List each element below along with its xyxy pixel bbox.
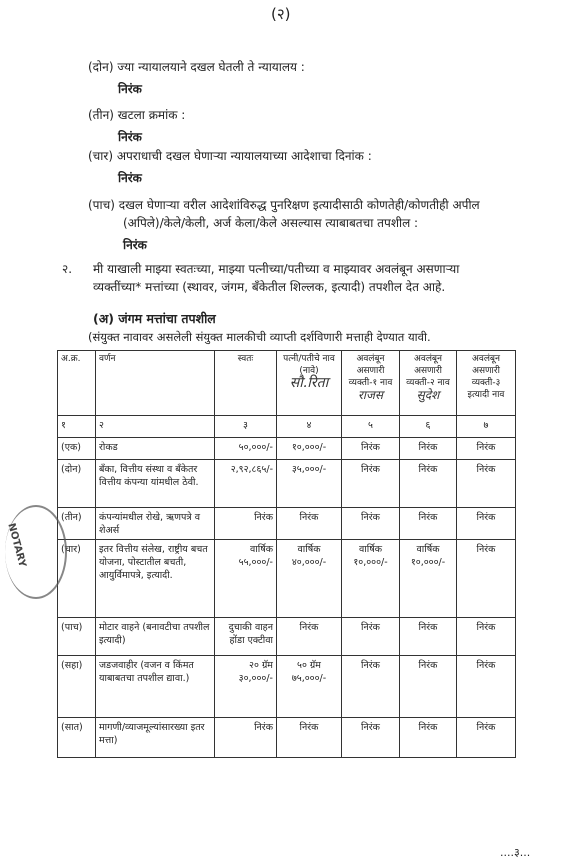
section-note: (संयुक्त नावावर असलेली संयुक्त मालकीची व्याप्ती दर्शविणारी मत्ताही देण्यात यावी.	[88, 330, 431, 344]
row-self: निरंक	[215, 718, 277, 758]
row-self: २० ग्रॅम ३०,०००/-	[215, 656, 277, 718]
row-self: २,९२,८६५/-	[215, 460, 277, 508]
header-dependent-1-label: अवलंबून असणारी व्यक्ती-१ नाव	[348, 354, 393, 388]
row-description: बँका, वित्तीय संस्था व बँकेतर वित्तीय कंपन्या यांमधील ठेवी.	[96, 460, 215, 508]
header-description: वर्णन	[96, 351, 215, 416]
page-number: (२)	[271, 5, 291, 23]
header-self: स्वतः	[215, 351, 277, 416]
row-dependent-3: निरंक	[457, 718, 516, 758]
row-dependent-2: निरंक	[400, 656, 457, 718]
header-spouse	[277, 351, 342, 416]
row-dependent-3: निरंक	[457, 438, 516, 460]
row-dependent-2: निरंक	[400, 460, 457, 508]
row-sr: (पाच)	[58, 618, 96, 656]
table-index-row	[58, 416, 516, 438]
row-self: ५०,०००/-	[215, 438, 277, 460]
row-description: इतर वित्तीय संलेख, राष्ट्रीय बचत योजना, पोस्टातील बचती, आयुर्विमापत्रे, इत्यादी.	[96, 540, 215, 618]
row-dependent-1: निरंक	[342, 460, 400, 508]
row-dependent-2: वार्षिक १०,०००/-	[400, 540, 457, 618]
row-dependent-3: निरंक	[457, 618, 516, 656]
row-description: जडजवाहीर (वजन व किंमत याबाबतचा तपशील द्यावा.)	[96, 656, 215, 718]
item-five-question-line1: (पाच) दखल घेणाऱ्या वरील आदेशांविरुद्ध पुनरिक्षण इत्यादीसाठी कोणतेही/कोणतीही अपील	[88, 198, 480, 212]
header-spouse-label: पत्नी/पतीचे नाव (नावे)	[283, 354, 335, 376]
para-line1: मी याखाली माझ्या स्वतःच्या, माझ्या पत्नीच्या/पतीच्या व माझ्यावर अवलंबून असणाऱ्या	[93, 262, 460, 276]
table-body	[58, 438, 516, 758]
para-line2: व्यक्तींच्या* मत्तांच्या (स्थावर, जंगम, बँकेतील शिल्लक, इत्यादी) तपशील देत आहे.	[93, 280, 446, 294]
movable-assets-table	[57, 350, 516, 758]
row-description: मोटार वाहने (बनावटीचा तपशील इत्यादी)	[96, 618, 215, 656]
para-number: २.	[62, 262, 73, 276]
index-cell: ४	[277, 416, 342, 438]
item-two-answer: निरंक	[118, 82, 142, 96]
row-spouse: ३५,०००/-	[277, 460, 342, 508]
row-dependent-1: निरंक	[342, 618, 400, 656]
row-spouse: वार्षिक ४०,०००/-	[277, 540, 342, 618]
row-description: रोकड	[96, 438, 215, 460]
row-sr: (एक)	[58, 438, 96, 460]
row-spouse: ५० ग्रॅम ७५,०००/-	[277, 656, 342, 718]
table-row	[58, 618, 516, 656]
table-row	[58, 656, 516, 718]
table-row	[58, 438, 516, 460]
index-cell: ३	[215, 416, 277, 438]
item-three-question: (तीन) खटला क्रमांक :	[88, 108, 186, 122]
row-dependent-3: निरंक	[457, 656, 516, 718]
handwritten-spouse-name: सौ.रिता	[289, 375, 329, 391]
index-cell: ७	[457, 416, 516, 438]
row-spouse: निरंक	[277, 508, 342, 540]
row-spouse: १०,०००/-	[277, 438, 342, 460]
row-dependent-3: निरंक	[457, 540, 516, 618]
row-dependent-1: निरंक	[342, 718, 400, 758]
table-header-row	[58, 351, 516, 416]
index-cell: २	[96, 416, 215, 438]
item-two-question: (दोन) ज्या न्यायालयाने दखल घेतली ते न्यायालय :	[88, 60, 305, 74]
handwritten-dependent-1-name: राजस	[357, 388, 384, 402]
index-cell: ६	[400, 416, 457, 438]
row-self: निरंक	[215, 508, 277, 540]
row-dependent-3: निरंक	[457, 508, 516, 540]
row-dependent-3: निरंक	[457, 460, 516, 508]
row-spouse: निरंक	[277, 718, 342, 758]
row-dependent-1: वार्षिक १०,०००/-	[342, 540, 400, 618]
item-five-question-line2: (अपिले)/केले/केली, अर्ज केला/केले असल्यास त्याबाबतचा तपशील :	[123, 216, 419, 230]
row-self: दुचाकी वाहन होंडा एक्टीवा	[215, 618, 277, 656]
row-dependent-2: निरंक	[400, 718, 457, 758]
row-self: वार्षिक ५५,०००/-	[215, 540, 277, 618]
index-cell: १	[58, 416, 96, 438]
header-dependent-2	[400, 351, 457, 416]
row-sr: (चार)	[58, 540, 96, 618]
row-description: कंपन्यांमधील रोखे, ऋणपत्रे व शेअर्स	[96, 508, 215, 540]
index-cell: ५	[342, 416, 400, 438]
table-row	[58, 508, 516, 540]
row-dependent-2: निरंक	[400, 618, 457, 656]
table-row	[58, 718, 516, 758]
row-sr: (दोन)	[58, 460, 96, 508]
row-dependent-2: निरंक	[400, 438, 457, 460]
row-description: मागणी/व्याजमूल्यांसारख्या इतर मत्ता)	[96, 718, 215, 758]
table-row	[58, 540, 516, 618]
notary-stamp-text: NOTARY	[5, 522, 28, 569]
row-sr: (सात)	[58, 718, 96, 758]
item-three-answer: निरंक	[118, 130, 142, 144]
footer-continuation: ....३...	[500, 846, 531, 859]
header-sr: अ.क्र.	[58, 351, 96, 416]
row-sr: (सहा)	[58, 656, 96, 718]
row-dependent-1: निरंक	[342, 656, 400, 718]
table-row	[58, 460, 516, 508]
handwritten-dependent-2-name: सुदेश	[416, 388, 440, 402]
header-dependent-3: अवलंबून असणारी व्यक्ती-३ इत्यादी नाव	[457, 351, 516, 416]
header-dependent-2-label: अवलंबून असणारी व्यक्ती-२ नाव	[406, 354, 450, 388]
item-four-question: (चार) अपराधाची दखल घेणाऱ्या न्यायालयाच्या आदेशाचा दिनांक :	[88, 149, 372, 163]
row-dependent-1: निरंक	[342, 438, 400, 460]
header-dependent-1	[342, 351, 400, 416]
row-spouse: निरंक	[277, 618, 342, 656]
item-five-answer: निरंक	[123, 238, 147, 252]
section-title: (अ) जंगम मत्तांचा तपशील	[93, 311, 216, 326]
row-dependent-2: निरंक	[400, 508, 457, 540]
item-four-answer: निरंक	[118, 171, 142, 185]
row-sr: (तीन)	[58, 508, 96, 540]
row-dependent-1: निरंक	[342, 508, 400, 540]
